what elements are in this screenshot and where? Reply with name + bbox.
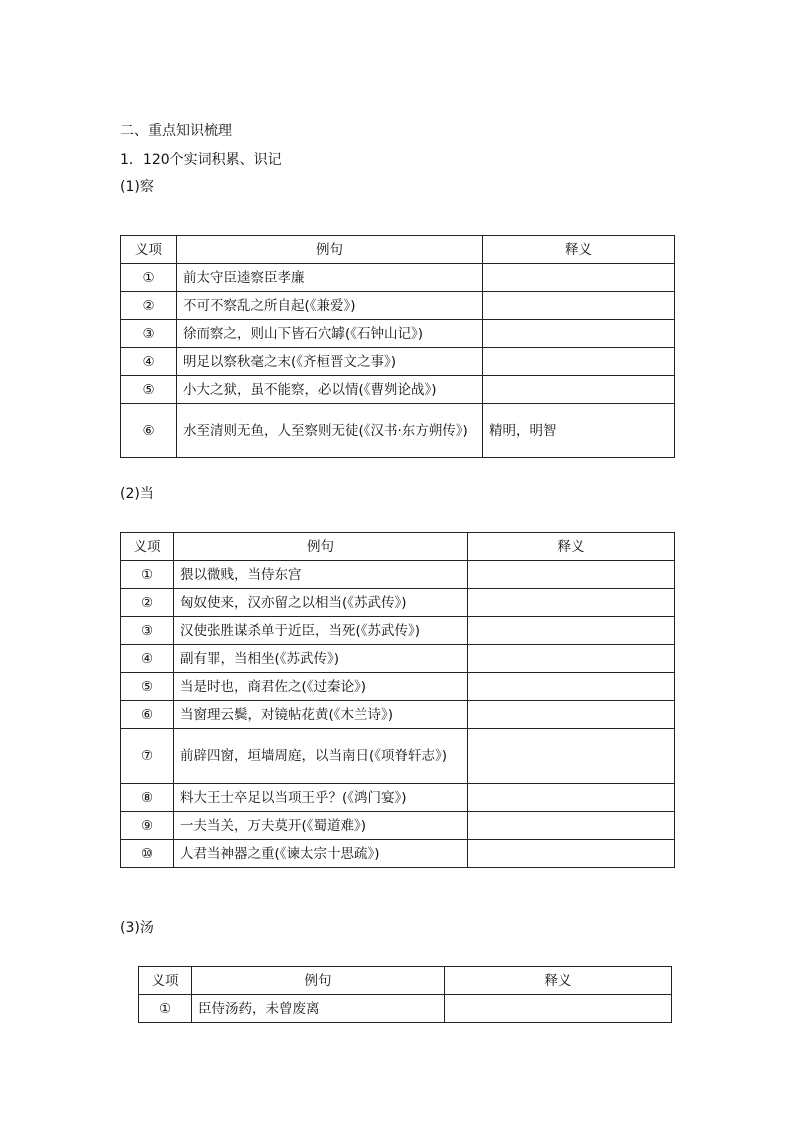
row-meaning [468,617,675,645]
table-label-dang: (2)当 [120,486,154,502]
row-sentence: 前太守臣逵察臣孝廉 [177,264,483,292]
row-sentence: 料大王士卒足以当项王乎？(《鸿门宴》) [174,784,468,812]
table-row [121,729,675,784]
row-sentence: 前辟四窗，垣墙周庭，以当南日(《项脊轩志》) [174,729,468,784]
row-sentence: 人君当神器之重(《谏太宗十思疏》) [174,840,468,868]
table-row [121,404,675,458]
header-yixiang: 义项 [121,236,177,264]
header-shiyi: 释义 [483,236,675,264]
table-header-row [121,533,675,561]
table-row [121,320,675,348]
row-number: ⑥ [121,701,174,729]
row-number: ③ [121,320,177,348]
row-sentence: 匈奴使来，汉亦留之以相当(《苏武传》) [174,589,468,617]
row-sentence: 当窗理云鬓，对镜帖花黄(《木兰诗》) [174,701,468,729]
header-shiyi: 释义 [468,533,675,561]
table-cha [120,235,675,458]
table-row [121,348,675,376]
row-number: ③ [121,617,174,645]
table-header-row [139,967,672,995]
row-number: ① [139,995,192,1023]
row-meaning [445,995,672,1023]
row-sentence: 汉使张胜谋杀单于近臣，当死(《苏武传》) [174,617,468,645]
row-number: ① [121,561,174,589]
row-number: ⑨ [121,812,174,840]
table-label-tang: (3)汤 [120,920,154,936]
header-shiyi: 释义 [445,967,672,995]
row-meaning [468,840,675,868]
table-row [121,376,675,404]
row-sentence: 臣侍汤药，未曾废离 [192,995,445,1023]
table-tang [138,966,672,1023]
table-row [121,673,675,701]
row-number: ④ [121,645,174,673]
subheading: 1．120个实词积累、识记 [120,152,282,168]
row-meaning [483,320,675,348]
row-sentence: 水至清则无鱼，人至察则无徒(《汉书·东方朔传》) [177,404,483,458]
row-sentence: 当是时也，商君佐之(《过秦论》) [174,673,468,701]
header-yixiang: 义项 [139,967,192,995]
row-number: ① [121,264,177,292]
row-meaning [483,264,675,292]
row-meaning [468,812,675,840]
table-row [121,701,675,729]
row-number: ⑥ [121,404,177,458]
table-dang [120,532,675,868]
row-sentence: 一夫当关，万夫莫开(《蜀道难》) [174,812,468,840]
row-number: ④ [121,348,177,376]
table-row [121,645,675,673]
table-row [121,617,675,645]
row-number: ⑧ [121,784,174,812]
row-number: ⑤ [121,673,174,701]
row-meaning [468,561,675,589]
row-sentence: 徐而察之，则山下皆石穴罅(《石钟山记》) [177,320,483,348]
table-row [121,292,675,320]
row-meaning [468,729,675,784]
header-liju: 例句 [174,533,468,561]
section-heading: 二、重点知识梳理 [120,123,232,139]
row-sentence: 明足以察秋毫之末(《齐桓晋文之事》) [177,348,483,376]
table-row [121,784,675,812]
header-yixiang: 义项 [121,533,174,561]
row-meaning [468,673,675,701]
row-sentence: 副有罪，当相坐(《苏武传》) [174,645,468,673]
row-meaning [483,348,675,376]
table-row [121,812,675,840]
row-meaning [468,784,675,812]
row-sentence: 小大之狱，虽不能察，必以情(《曹刿论战》) [177,376,483,404]
row-meaning: 精明，明智 [483,404,675,458]
row-meaning [468,645,675,673]
row-number: ⑦ [121,729,174,784]
table-row [139,995,672,1023]
row-meaning [468,589,675,617]
table-row [121,264,675,292]
row-number: ⑤ [121,376,177,404]
table-header-row [121,236,675,264]
row-number: ② [121,589,174,617]
row-number: ⑩ [121,840,174,868]
row-sentence: 不可不察乱之所自起(《兼爱》) [177,292,483,320]
header-liju: 例句 [192,967,445,995]
row-sentence: 猥以微贱，当侍东宫 [174,561,468,589]
row-meaning [483,292,675,320]
table-label-cha: (1)察 [120,179,154,195]
row-number: ② [121,292,177,320]
table-row [121,840,675,868]
table-row [121,589,675,617]
table-row [121,561,675,589]
header-liju: 例句 [177,236,483,264]
row-meaning [468,701,675,729]
row-meaning [483,376,675,404]
